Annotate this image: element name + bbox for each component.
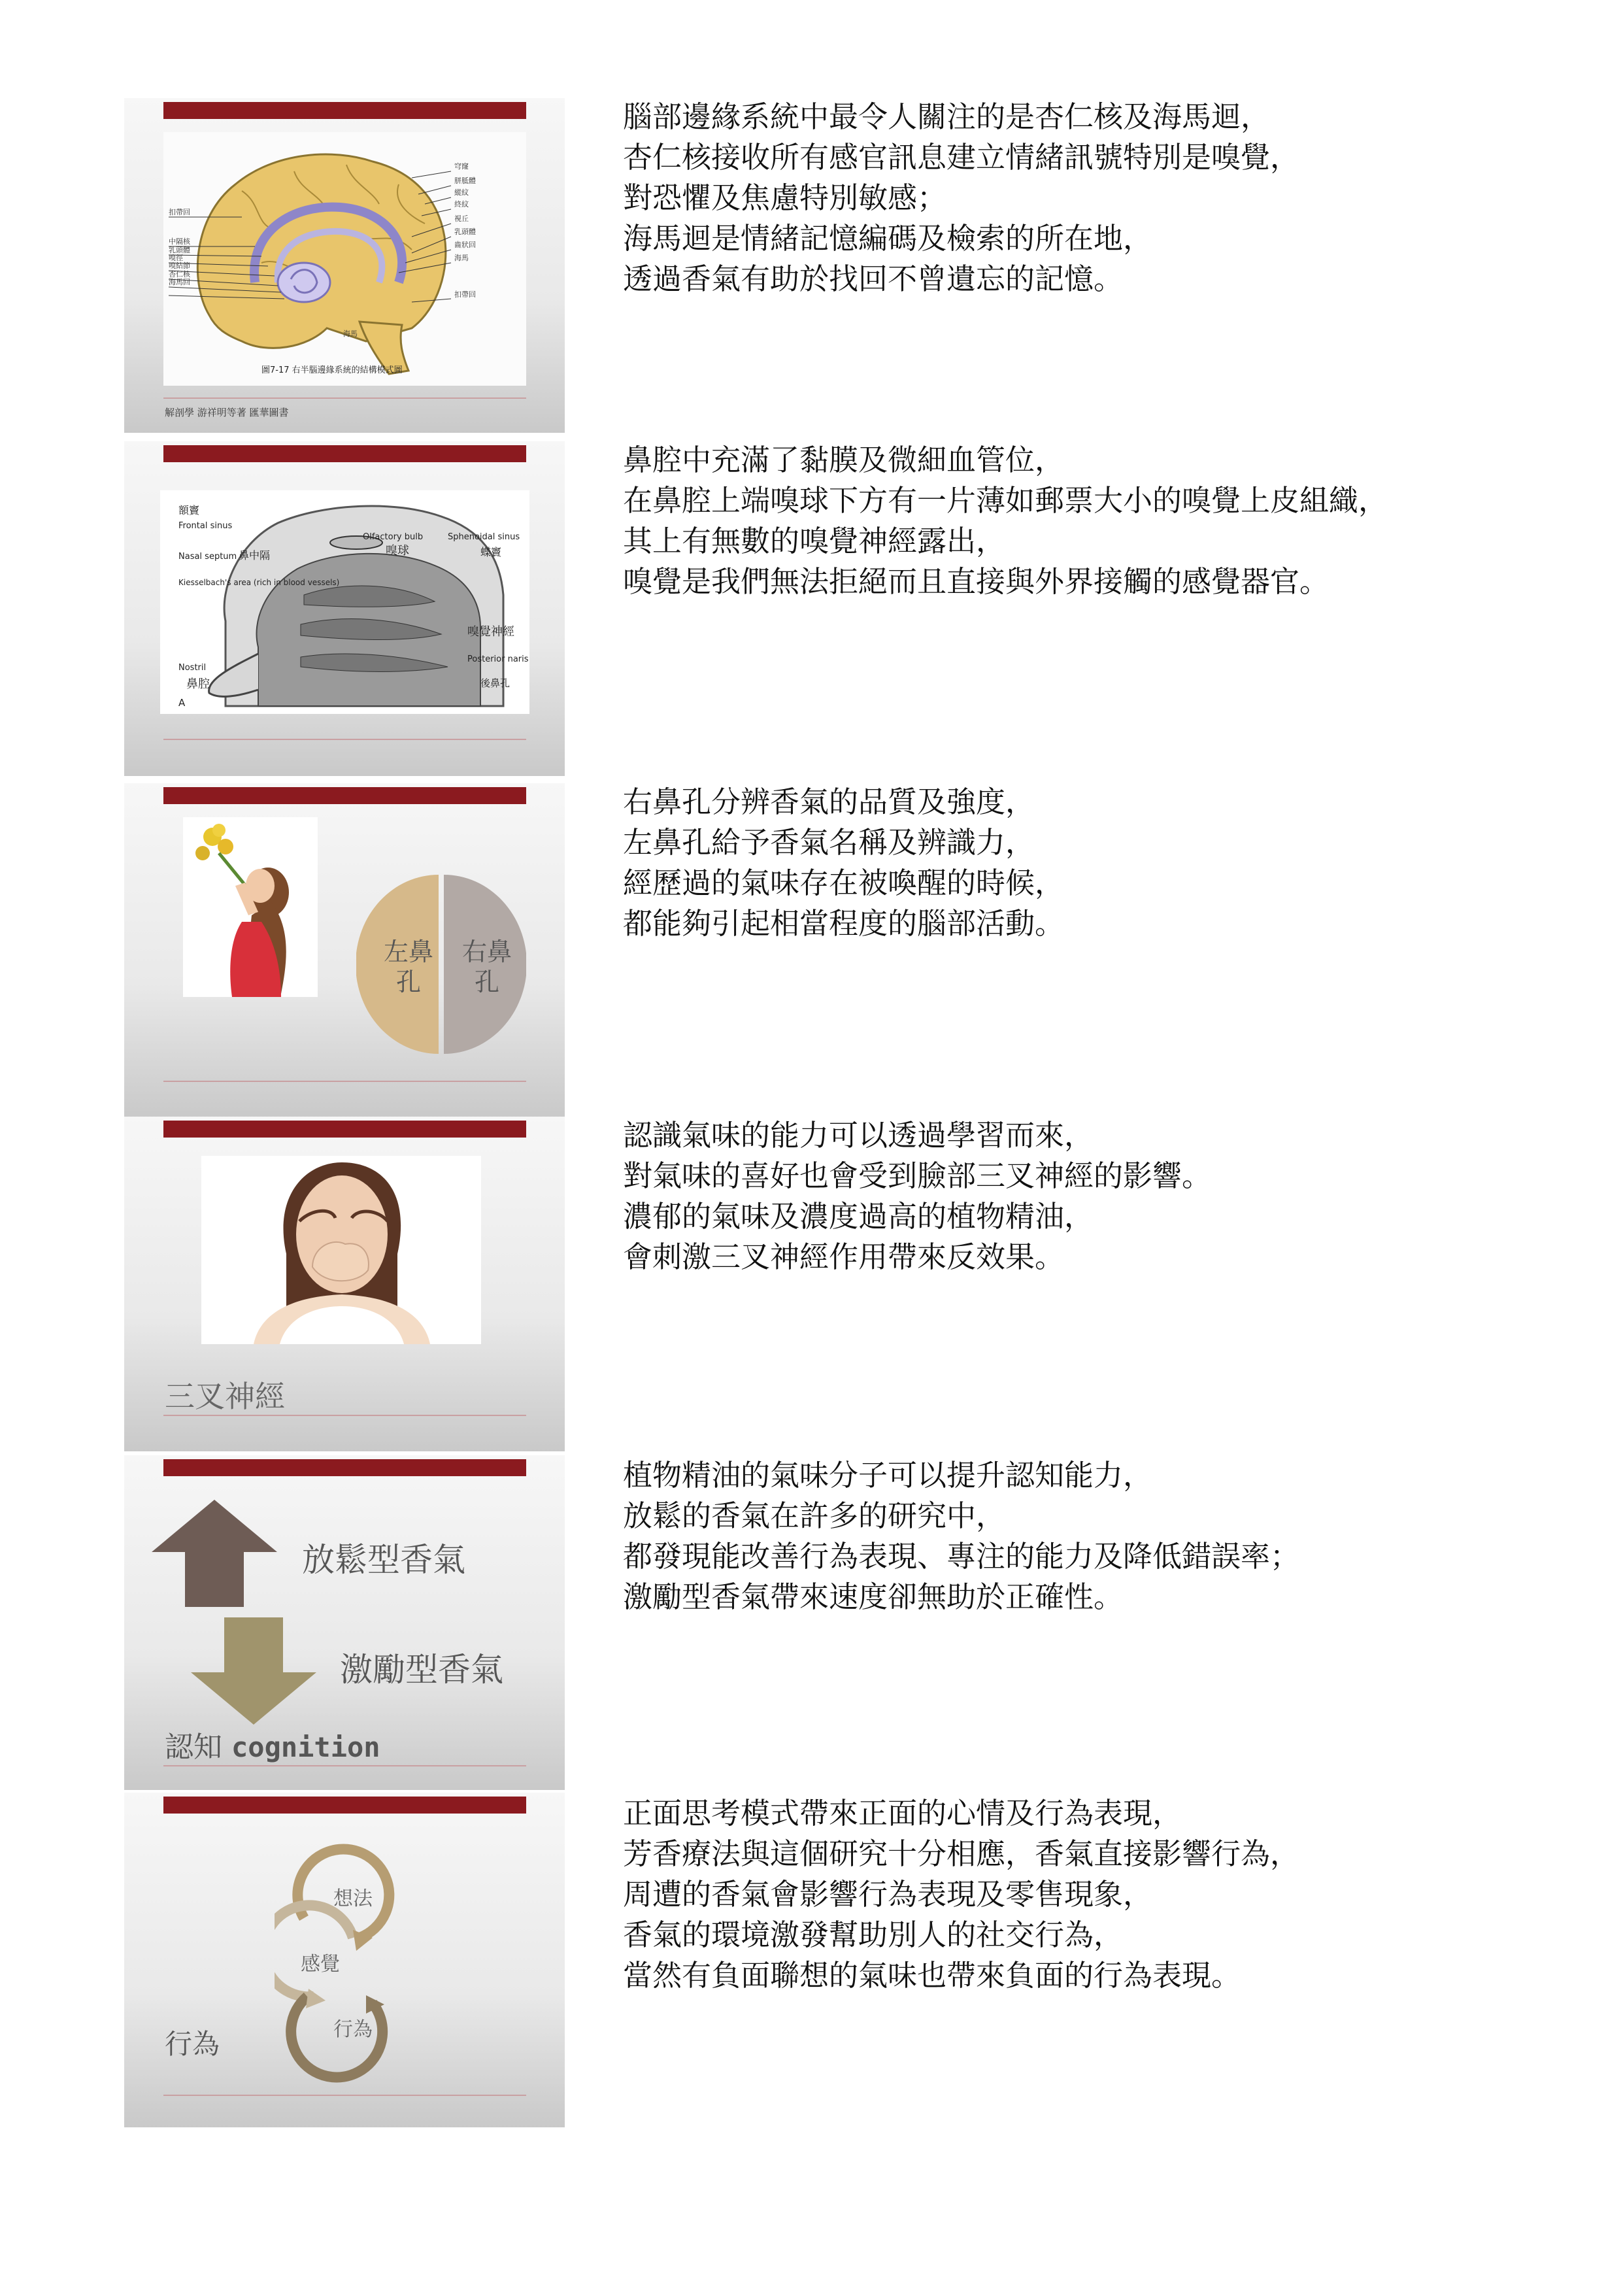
svg-text:嗅徑: 嗅徑 xyxy=(169,254,183,262)
girl-smelling-flowers-photo xyxy=(183,817,318,997)
svg-text:中隔核: 中隔核 xyxy=(169,237,190,246)
label-frontal-sinus-zh: 額竇 xyxy=(178,504,200,516)
cycle-behavior: 行為 xyxy=(333,2018,373,2041)
slide-trigeminal xyxy=(124,1117,565,1451)
svg-text:齒狀回: 齒狀回 xyxy=(454,241,476,249)
label-nasal-septum-zh: 鼻中隔 xyxy=(239,549,271,562)
slide-title-bar xyxy=(163,445,526,462)
label-olfactory-bulb-zh: 嗅球 xyxy=(386,544,409,558)
svg-text:海馬: 海馬 xyxy=(343,329,358,338)
paragraph-trigeminal: 認識氣味的能力可以透過學習而來， 對氣味的喜好也會受到臉部三叉神經的影響。 濃郁的氣味及濃度過高的植物精油， 會刺激三叉神經作用帶來反效果。 xyxy=(623,1118,1212,1274)
slide-nostrils xyxy=(124,783,565,1118)
paragraph-nostrils: 右鼻孔分辨香氣的品質及強度， 左鼻孔給予香氣名稱及辨識力， 經歷過的氣味存在被喚醒的時候， 都能夠引起相當程度的腦部活動。 xyxy=(623,785,1065,941)
paragraph-behavior: 正面思考模式帶來正面的心情及行為表現， 芳香療法與這個研究十分相應，香氣直接影響行為， 周遭的香氣會影響行為表現及零售現象， 香氣的環境激發幫助別人的社交行為， 當然有負面聯想的氣味也帶來負面的行為表現。 xyxy=(623,1796,1300,1993)
label-frontal-sinus: Frontal sinus xyxy=(178,521,233,531)
slide-source-caption: 解剖學 游祥明等著 匯華圖書 xyxy=(165,407,289,418)
label-nostril: Nostril xyxy=(178,663,207,673)
down-arrow-icon xyxy=(188,1617,319,1725)
slide-nasal-cavity xyxy=(124,441,565,776)
svg-text:乳頭體: 乳頭體 xyxy=(454,228,476,236)
woman-covering-nose-photo xyxy=(201,1156,481,1344)
svg-text:海馬回: 海馬回 xyxy=(169,278,190,286)
up-arrow-icon xyxy=(149,1500,280,1607)
svg-text:胼胝體: 胼胝體 xyxy=(454,177,476,185)
svg-text:穹窿: 穹窿 xyxy=(454,162,469,171)
left-nostril-label: 左鼻 孔 xyxy=(383,937,433,996)
slide-rule xyxy=(163,1081,526,1082)
stimulating-scent-label: 激勵型香氣 xyxy=(340,1651,503,1689)
svg-text:扣帶回: 扣帶回 xyxy=(454,290,476,299)
svg-text:終紋: 終紋 xyxy=(454,200,469,209)
svg-text:視丘: 視丘 xyxy=(454,214,469,223)
paragraph-nasal: 鼻腔中充滿了黏膜及微細血管位， 在鼻腔上端嗅球下方有一片薄如郵票大小的嗅覺上皮組織， 其上有無數的嗅覺神經露出， 嗅覺是我們無法拒絕而且直接與外界接觸的感覺器官。 xyxy=(623,443,1388,599)
figure-caption: 圖7-17 右半腦邊緣系統的結構模式圖 xyxy=(261,365,403,375)
slide-title: 三叉神經 xyxy=(165,1379,285,1414)
nasal-figure xyxy=(160,490,529,714)
slide-limbic-system xyxy=(124,98,565,433)
label-nasal-cavity-zh: 鼻腔 xyxy=(186,677,210,691)
label-kiesselbach: Kiesselbach's area (rich in blood vessels) xyxy=(178,578,340,587)
label-sphenoidal-zh: 蝶竇 xyxy=(480,546,502,558)
slide-title-bar xyxy=(163,1797,526,1814)
slide-title xyxy=(165,1723,380,1765)
slide-title-zh: 認知 xyxy=(165,1730,222,1764)
paragraph-cognition: 植物精油的氣味分子可以提升認知能力， 放鬆的香氣在許多的研究中， 都發現能改善行為表現、專注的能力及降低錯誤率； 激勵型香氣帶來速度卻無助於正確性。 xyxy=(623,1458,1300,1614)
cycle-feeling: 感覺 xyxy=(301,1953,340,1976)
label-olfactory-bulb: Olfactory bulb xyxy=(363,532,424,542)
brain-figure xyxy=(163,132,526,386)
label-olfactory-nerve-zh: 嗅覺神經 xyxy=(467,625,514,639)
svg-text:扣帶回: 扣帶回 xyxy=(169,208,190,216)
label-posterior-naris: Posterior naris xyxy=(467,654,529,664)
slide-rule xyxy=(163,397,526,399)
svg-text:杏仁核: 杏仁核 xyxy=(169,270,190,279)
right-nostril-label: 右鼻 孔 xyxy=(461,937,512,996)
slide-title-bar xyxy=(163,102,526,119)
cycle-thought: 想法 xyxy=(333,1887,373,1910)
label-sphenoidal: Sphenoidal sinus xyxy=(448,532,520,542)
label-nasal-septum: Nasal septum xyxy=(178,552,237,562)
girl-flowers-icon xyxy=(183,817,318,997)
relaxing-scent-label: 放鬆型香氣 xyxy=(302,1541,465,1579)
svg-text:乳頭體: 乳頭體 xyxy=(169,246,190,254)
slide-title-bar xyxy=(163,787,526,804)
slide-rule xyxy=(163,739,526,740)
slide-rule xyxy=(163,2095,526,2096)
label-posterior-naris-zh: 後鼻孔 xyxy=(480,677,510,689)
slide-title-en: cognition xyxy=(231,1731,380,1763)
slide-rule xyxy=(163,1765,526,1766)
thought-feeling-behavior-cycle-icon xyxy=(275,1840,418,2101)
slide-cognition xyxy=(124,1455,565,1790)
svg-text:嗅結節: 嗅結節 xyxy=(169,262,190,270)
slide-title-bar xyxy=(163,1459,526,1476)
slide-title: 行為 xyxy=(165,2028,220,2060)
paragraph-limbic: 腦部邊緣系統中最令人關注的是杏仁核及海馬迴， 杏仁核接收所有感官訊息建立情緒訊號特別是嗅覺， 對恐懼及焦慮特別敏感； 海馬迴是情緒記憶編碼及檢索的所在地， 透過香氣有助於找回不曾遺忘的記憶。 xyxy=(623,99,1300,296)
slide-rule xyxy=(163,1415,526,1416)
svg-text:縱紋: 縱紋 xyxy=(454,188,469,197)
nasal-cavity-diagram-icon xyxy=(160,490,529,714)
brain-diagram-icon xyxy=(163,132,526,386)
slide-behavior xyxy=(124,1793,565,2127)
woman-covering-nose-icon xyxy=(201,1156,481,1344)
label-fig-letter: A xyxy=(178,697,186,709)
svg-text:海馬: 海馬 xyxy=(454,254,469,262)
slide-title-bar xyxy=(163,1121,526,1138)
